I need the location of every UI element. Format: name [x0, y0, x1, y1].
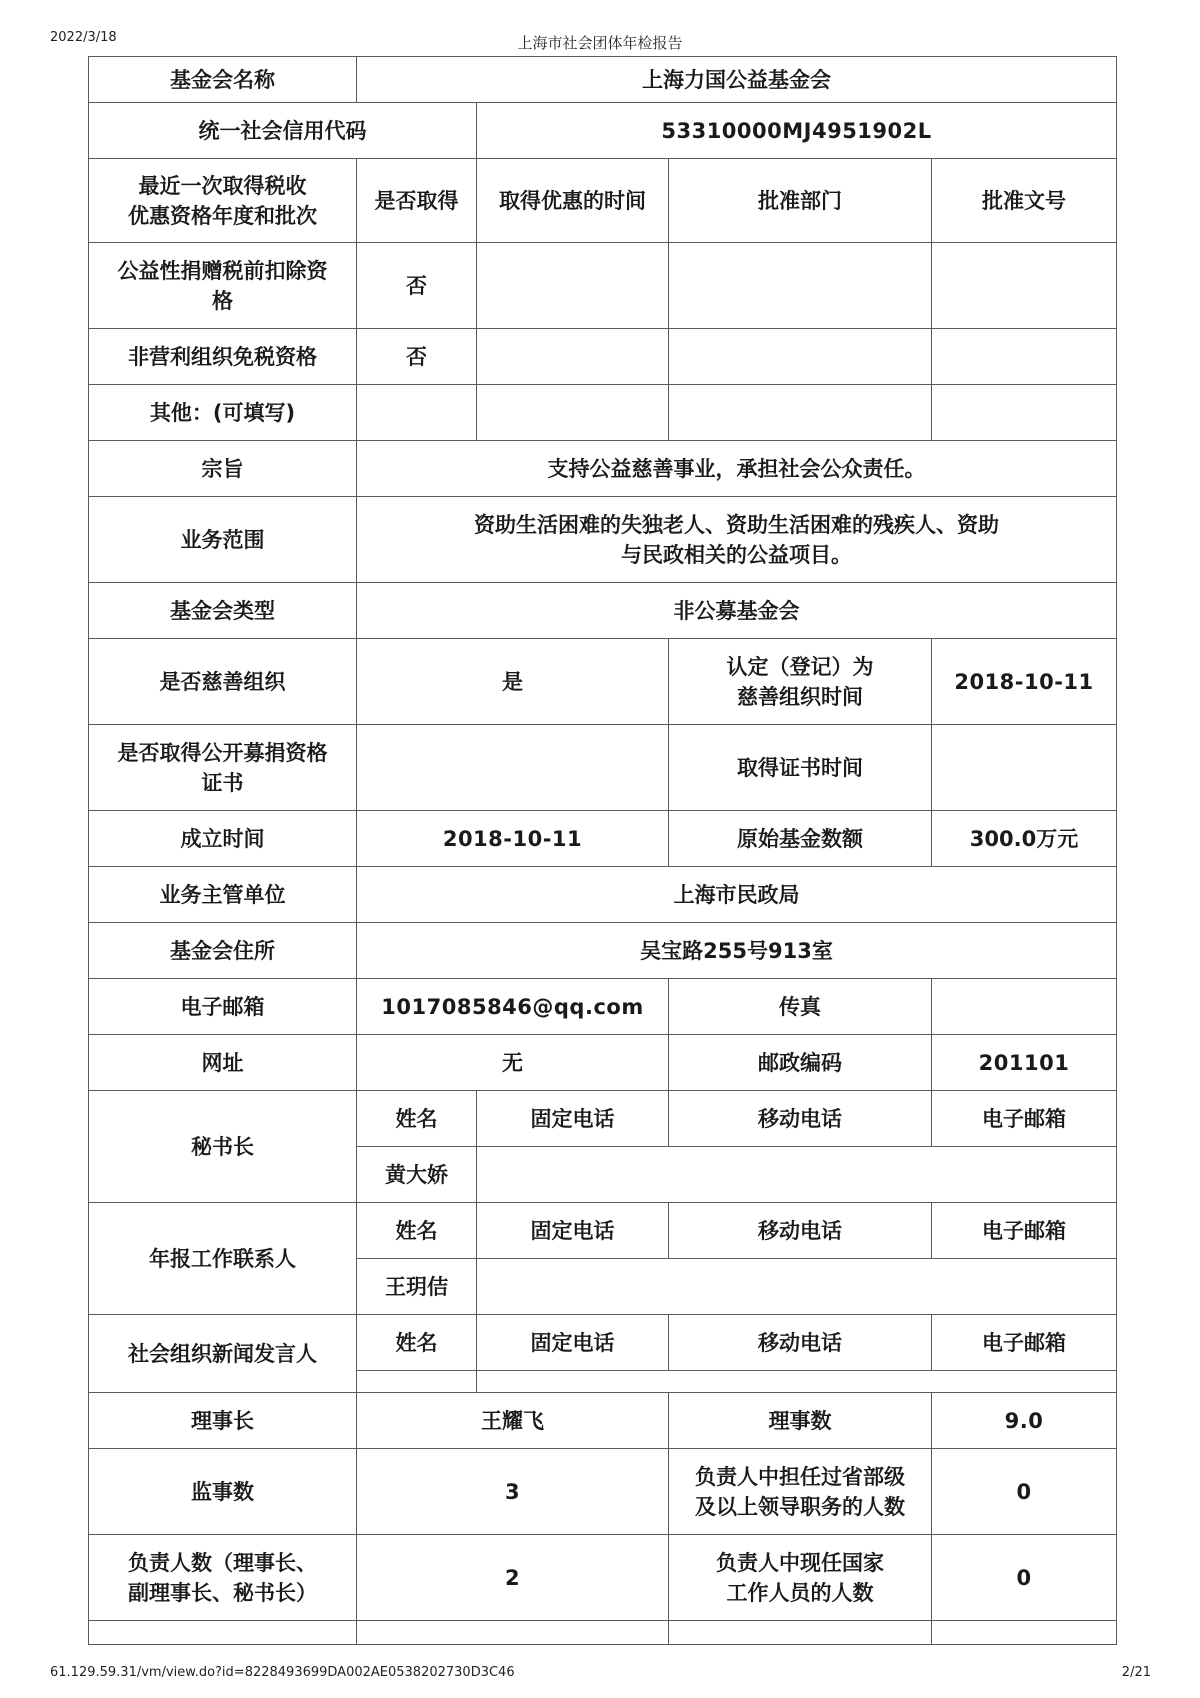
tax-row-dept: [669, 329, 932, 385]
leaders-count-value: 2: [357, 1535, 669, 1621]
foundation-name-value: 上海力国公益基金会: [357, 57, 1117, 103]
contact-col-name: 姓名: [357, 1315, 477, 1371]
print-date: 2022/3/18: [50, 30, 117, 45]
contact-col-mobile: 移动电话: [669, 1315, 932, 1371]
credit-code-value: 53310000MJ4951902L: [477, 103, 1117, 159]
tax-row-label-line2: 格: [212, 288, 233, 313]
contact-col-name: 姓名: [357, 1203, 477, 1259]
former-official-label-line1: 负责人中担任过省部级: [695, 1464, 905, 1489]
charity-value: 是: [357, 639, 669, 725]
current-official-count: 0: [932, 1535, 1117, 1621]
public-fundraise-value: [357, 725, 669, 811]
business-scope-value: [357, 497, 1117, 583]
email-value: 1017085846@qq.com: [357, 979, 669, 1035]
tax-qualification-label-line2: 优惠资格年度和批次: [128, 203, 317, 228]
tax-row-label: 其他：(可填写): [89, 385, 357, 441]
tax-row-time: [477, 243, 669, 329]
tax-row-obtained: [357, 385, 477, 441]
tax-qualification-label: [89, 159, 357, 243]
contact-col-landline: 固定电话: [477, 1315, 669, 1371]
tax-row-label: [89, 243, 357, 329]
chairman-label: 理事长: [89, 1393, 357, 1449]
business-scope-line2: 与民政相关的公益项目。: [621, 542, 852, 567]
document-title: 上海市社会团体年检报告: [517, 34, 683, 52]
contact-col-name: 姓名: [357, 1091, 477, 1147]
charity-date-value: 2018-10-11: [932, 639, 1117, 725]
postcode-label: 邮政编码: [669, 1035, 932, 1091]
directors-count-value: 9.0: [932, 1393, 1117, 1449]
initial-fund-label: 原始基金数额: [669, 811, 932, 867]
contact-col-email: 电子邮箱: [932, 1091, 1117, 1147]
email-label: 电子邮箱: [89, 979, 357, 1035]
tax-col-obtained: 是否取得: [357, 159, 477, 243]
tax-row-doc-no: [932, 329, 1117, 385]
supervisor-unit-label: 业务主管单位: [89, 867, 357, 923]
current-official-label: [669, 1535, 932, 1621]
business-scope-line1: 资助生活困难的失独老人、资助生活困难的残疾人、资助: [474, 512, 999, 537]
tax-row-time: [477, 329, 669, 385]
former-official-label: [669, 1449, 932, 1535]
tax-row-doc-no: [932, 385, 1117, 441]
tax-row-obtained: 否: [357, 329, 477, 385]
tax-row-time: [477, 385, 669, 441]
page-number: 2/21: [1121, 1665, 1151, 1680]
tax-col-dept: 批准部门: [669, 159, 932, 243]
report-contact-label: 年报工作联系人: [89, 1203, 357, 1315]
leaders-count-label-line1: 负责人数（理事长、: [128, 1550, 317, 1575]
supervisor-unit-value: 上海市民政局: [357, 867, 1117, 923]
business-scope-label: 业务范围: [89, 497, 357, 583]
tax-col-doc-no: 批准文号: [932, 159, 1117, 243]
charity-label: 是否慈善组织: [89, 639, 357, 725]
contact-col-mobile: 移动电话: [669, 1203, 932, 1259]
tax-row-doc-no: [932, 243, 1117, 329]
address-label: 基金会住所: [89, 923, 357, 979]
address-value: 吴宝路255号913室: [357, 923, 1117, 979]
leaders-count-label: [89, 1535, 357, 1621]
secretary-general-name: 黄大娇: [357, 1147, 477, 1203]
supervisors-count-label: 监事数: [89, 1449, 357, 1535]
cert-time-label: 取得证书时间: [669, 725, 932, 811]
spokesperson-details: [477, 1371, 1117, 1393]
foundation-type-label: 基金会类型: [89, 583, 357, 639]
website-value: 无: [357, 1035, 669, 1091]
continuation-cell: [932, 1621, 1117, 1645]
secretary-general-details: [477, 1147, 1117, 1203]
leaders-count-label-line2: 副理事长、秘书长）: [128, 1580, 317, 1605]
former-official-count: 0: [932, 1449, 1117, 1535]
spokesperson-label: 社会组织新闻发言人: [89, 1315, 357, 1393]
page-url: 61.129.59.31/vm/view.do?id=8228493699DA002AE0538202730D3C46: [50, 1665, 515, 1680]
tax-row-dept: [669, 385, 932, 441]
foundation-type-value: 非公募基金会: [357, 583, 1117, 639]
public-fundraise-label: [89, 725, 357, 811]
contact-col-email: 电子邮箱: [932, 1315, 1117, 1371]
postcode-value: 201101: [932, 1035, 1117, 1091]
fax-value: [932, 979, 1117, 1035]
contact-col-landline: 固定电话: [477, 1203, 669, 1259]
spokesperson-name: [357, 1371, 477, 1393]
report-contact-details: [477, 1259, 1117, 1315]
secretary-general-label: 秘书长: [89, 1091, 357, 1203]
founded-value: 2018-10-11: [357, 811, 669, 867]
cert-time-value: [932, 725, 1117, 811]
charity-date-label-line2: 慈善组织时间: [737, 684, 863, 709]
tax-row-dept: [669, 243, 932, 329]
continuation-cell: [669, 1621, 932, 1645]
chairman-value: 王耀飞: [357, 1393, 669, 1449]
report-contact-name: 王玥佶: [357, 1259, 477, 1315]
tax-qualification-label-line1: 最近一次取得税收: [138, 173, 307, 198]
fax-label: 传真: [669, 979, 932, 1035]
initial-fund-value: 300.0万元: [932, 811, 1117, 867]
current-official-label-line1: 负责人中现任国家: [716, 1550, 884, 1575]
contact-col-landline: 固定电话: [477, 1091, 669, 1147]
contact-col-mobile: 移动电话: [669, 1091, 932, 1147]
tax-row-label: 非营利组织免税资格: [89, 329, 357, 385]
directors-count-label: 理事数: [669, 1393, 932, 1449]
purpose-value: 支持公益慈善事业，承担社会公众责任。: [357, 441, 1117, 497]
public-fundraise-label-line1: 是否取得公开募捐资格: [117, 740, 328, 765]
former-official-label-line2: 及以上领导职务的人数: [695, 1494, 905, 1519]
purpose-label: 宗旨: [89, 441, 357, 497]
tax-row-obtained: 否: [357, 243, 477, 329]
tax-row-label-line1: 公益性捐赠税前扣除资: [117, 258, 328, 283]
contact-col-email: 电子邮箱: [932, 1203, 1117, 1259]
foundation-name-label: 基金会名称: [89, 57, 357, 103]
credit-code-label: 统一社会信用代码: [89, 103, 477, 159]
continuation-cell: [89, 1621, 357, 1645]
charity-date-label-line1: 认定（登记）为: [726, 654, 874, 679]
supervisors-count-value: 3: [357, 1449, 669, 1535]
tax-col-time: 取得优惠的时间: [477, 159, 669, 243]
annual-report-form: [88, 56, 1117, 1645]
public-fundraise-label-line2: 证书: [201, 770, 244, 795]
continuation-cell: [357, 1621, 669, 1645]
website-label: 网址: [89, 1035, 357, 1091]
founded-label: 成立时间: [89, 811, 357, 867]
current-official-label-line2: 工作人员的人数: [726, 1580, 874, 1605]
charity-date-label: [669, 639, 932, 725]
